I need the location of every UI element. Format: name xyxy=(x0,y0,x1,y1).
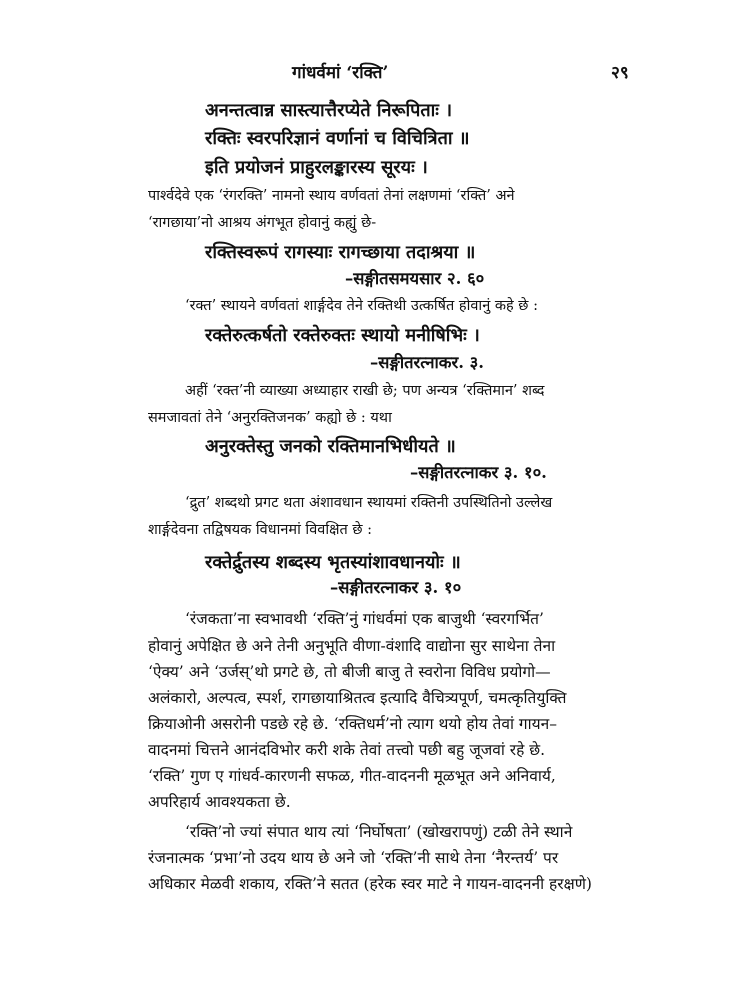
prose-line: शार्ङ्गदेवना तद्विषयक विधानमां विवक्षित छे : xyxy=(148,522,372,538)
body-line: ‘रक्ति’ गुण ए गांधर्व-कारणनी सफळ, गीत-वादननी मूळभूत अने अनिवार्य, xyxy=(148,767,556,785)
verse-line: रक्तिस्वरूपं रागस्याः रागच्छाया तदाश्रया ॥ xyxy=(205,242,476,263)
body-line: ‘रंजकता’ना स्वभावथी ‘रक्ति’नुं गांधर्वमां एक बाजुथी ‘स्वरगर्भित’ xyxy=(185,610,544,628)
prose-line: ‘रक्त’ स्थायने वर्णवतां शार्ङ्गदेव तेने रक्तिथी उत्कर्षित होवानुं कहे छे : xyxy=(185,298,538,314)
body-line: क्रियाओनी असरोनी पडछे रहे छे. ‘रक्तिधर्म’नो त्याग थयो होय तेवां गायन– xyxy=(148,715,557,733)
page-header xyxy=(0,60,737,88)
body-line: रंजनात्मक ‘प्रभा’नो उदय थाय छे अने जो ‘रक्ति’नी साथे तेना ‘नैरन्तर्य’ पर xyxy=(148,849,559,867)
running-title: गांधर्वमां ‘रक्ति’ xyxy=(292,63,389,83)
body-line: होवानुं अपेक्षित छे अने तेनी अनुभूति वीणा-वंशादि वाद्योना सुर साथेना तेना xyxy=(148,637,556,655)
verse-line: अनन्तत्वान्न सास्त्यात्तैरप्येते निरूपिताः । xyxy=(205,100,453,121)
prose-line: पार्श्वदेवे एक ‘रंगरक्ति’ नामनो स्थाय वर्णवतां तेनां लक्षणमां ‘रक्ति’ अने xyxy=(148,188,515,204)
body-line: ‘ऐक्य’ अने ‘उर्जस्’थो प्रगटे छे, तो बीजी बाजु ते स्वरोना विविध प्रयोगो— xyxy=(148,663,551,681)
body-line: अलंकारो, अल्पत्व, स्पर्श, रागछायाश्रितत्व इत्यादि वैचित्र्यपूर्ण, चमत्कृतियुक्ति xyxy=(148,689,567,707)
verse-line: अनुरक्तेस्तु जनको रक्तिमानभिधीयते ॥ xyxy=(205,436,456,457)
verse-line: रक्तेर्द्रुतस्य शब्दस्य भृतस्यांशावधानयोः ॥ xyxy=(205,552,461,573)
verse-line: रक्तेरुत्कर्षतो रक्तेरुक्तः स्थायो मनीषिभिः । xyxy=(205,325,480,346)
page-number: २९ xyxy=(611,63,629,83)
body-line: अधिकार मेळवी शकाय, रक्ति’ने सतत (हरेक स्वर माटे ने गायन-वादननी हरक्षणे) xyxy=(148,875,592,893)
citation: –सङ्गीतसमयसार २. ६० xyxy=(345,269,485,288)
body-line: अपरिहार्य आवश्यकता छे. xyxy=(148,793,291,811)
prose-line: अहीं ‘रक्त’नी व्याख्या अध्याहार राखी छे; पण अन्यत्र ‘रक्तिमान’ शब्द xyxy=(185,383,545,399)
body-line: वादनमां चित्तने आनंदविभोर करी शके तेवां तत्त्वो पछी बहु जूजवां रहे छे. xyxy=(148,741,546,759)
citation: –सङ्गीतरत्नाकर. ३. xyxy=(370,353,485,372)
citation: –सङ्गीतरत्नाकर ३. १०. xyxy=(410,463,547,482)
verse-line: इति प्रयोजनं प्राहुरलङ्कारस्य सूरयः । xyxy=(205,157,428,178)
prose-line: ‘रागछाया’नो आश्रय अंगभूत होवानुं कह्युं छे- xyxy=(148,215,377,231)
prose-line: समजावतां तेने ‘अनुरक्तिजनक’ कह्यो छे : यथा xyxy=(148,410,392,426)
body-line: ‘रक्ति’नो ज्यां संपात थाय त्यां ‘निर्घोषता’ (खोखरापणुं) टळी तेने स्थाने xyxy=(185,823,573,841)
prose-line: ‘द्रुत’ शब्दथो प्रगट थता अंशावधान स्थायमां रक्तिनी उपस्थितिनो उल्लेख xyxy=(185,495,553,511)
verse-line: रक्तिः स्वरपरिज्ञानं वर्णानां च विचित्रिता ॥ xyxy=(205,128,470,149)
citation: –सङ्गीतरत्नाकर ३. १० xyxy=(330,578,462,597)
